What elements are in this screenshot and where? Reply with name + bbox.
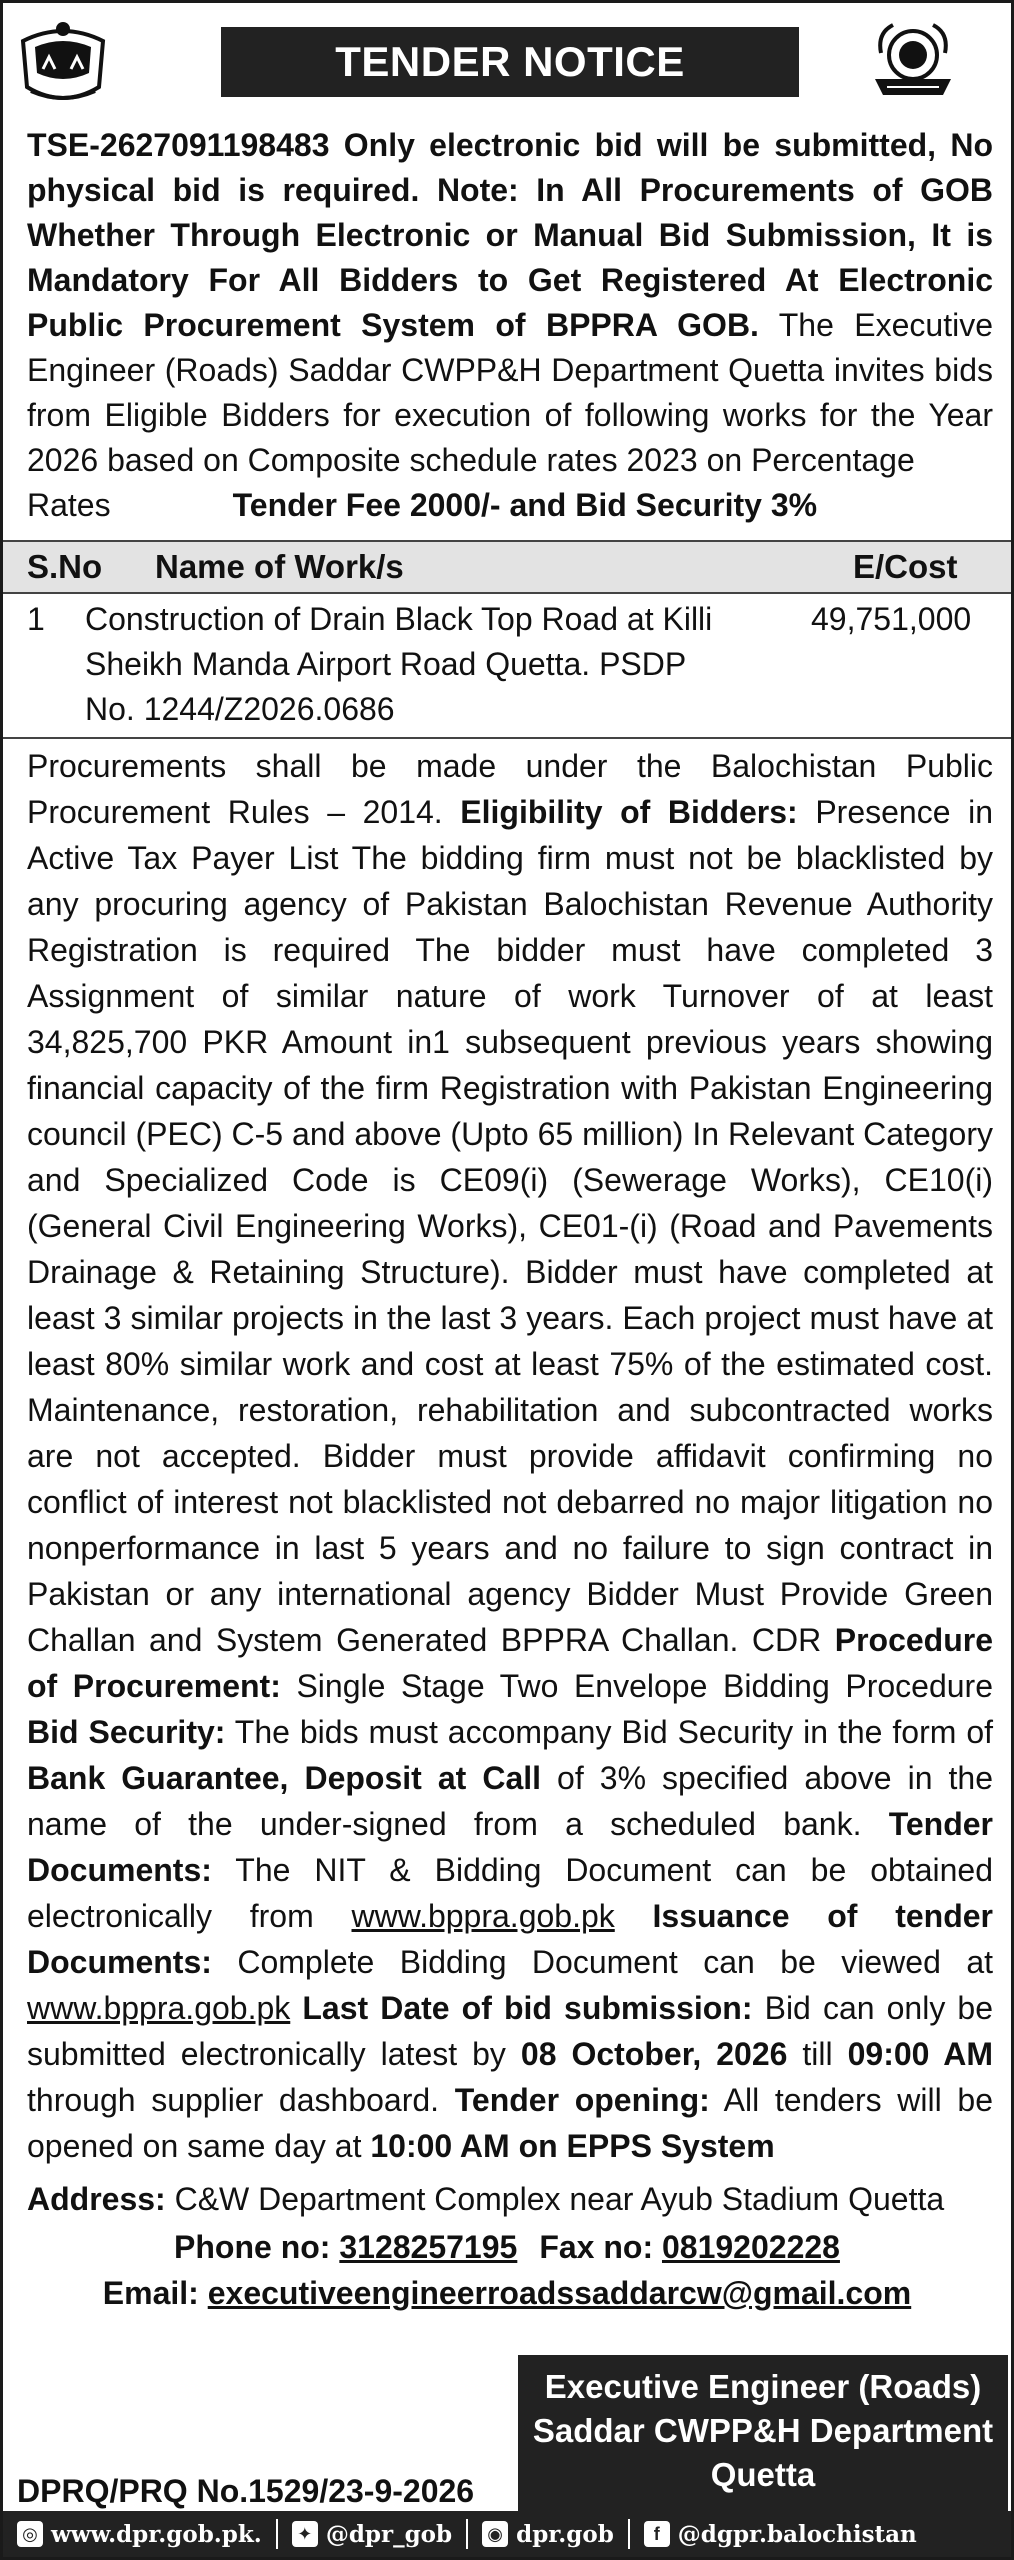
fee-line (27, 483, 993, 528)
email-line (3, 2275, 1011, 2312)
body-text: Presence in Active Tax Payer List The bidding firm must not be blacklisted by any procuring agency of Pakistan Balochistan Revenue Authority Registration is required The bidder must have completed 3 Assignment of similar nature of work Turnover of at least 34,825,700 PKR Amount in1 subsequent previous years showing financial capacity of the firm Registration with Pakistan Engineering council (PEC) C-5 and above (Upto 65 million) In Relevant Category and Specialized Code is CE09(i) (Sewerage Works), CE10(i) (General Civil Engineering Works), CE01-(i) (Road and Pavements Drainage & Retaining Structure). Bidder must have completed at least 3 similar projects in the last 3 years. Each project must have at least 80% similar work and cost at least 75% of the estimated cost. Maintenance, restoration, rehabilitation and subcontracted works are not accepted. Bidder must provide affidavit confirming no conflict of interest not blacklisted not debarred no major litigation no nonperformance in last 5 years and no failure to sign contract in Pakistan or any international agency Bidder Must Provide Green Challan and System Generated BPPRA Challan. CDR (27, 794, 994, 1658)
header (3, 3, 1011, 103)
globe-icon: ◎ (17, 2521, 43, 2547)
department-emblem-icon (863, 13, 963, 113)
body-text: till (787, 2036, 848, 2072)
address-line (27, 2181, 993, 2218)
last-date-heading: Last Date of bid submission: (290, 1990, 753, 2026)
instagram-handle: dpr.gob (516, 2520, 614, 2548)
body-text: The bids must accompany Bid Security in the form of (225, 1714, 994, 1750)
terms-paragraph (27, 743, 993, 2169)
phone-label: Phone no: (174, 2229, 340, 2265)
row-work: Construction of Drain Black Top Road at Killi Sheikh Manda Airport Road Quetta. PSDP No. 1244/Z2026.0686 (85, 601, 713, 727)
intro-paragraph (27, 123, 993, 528)
body-text: Procurements shall be made under the Balochistan Public Procurement Rules – 2014. (27, 748, 993, 830)
signature-line: Executive Engineer (Roads) (544, 2368, 982, 2405)
intro-bold-lead: TSE-2627091198483 Only electronic bid will be submitted, No physical bid is required. Note: In All Procurements of GOB Whether Through Electronic or Manual Bid Submission, It is Mandatory For All Bidders to Get Registered At Electronic Public Procurement System of BPPRA GOB. (27, 127, 993, 343)
bid-security-heading: Bid Security: (27, 1714, 226, 1750)
instagram-icon: ◉ (482, 2521, 508, 2547)
twitter-handle: @dpr_gob (325, 2520, 453, 2548)
issuance-heading: Issuance of tender Documents: (27, 1898, 994, 1980)
body-text: of 3% specified above in the name of the under-signed from a scheduled bank. (27, 1760, 994, 1842)
footer-instagram[interactable] (468, 2519, 630, 2549)
phone-fax-line (3, 2229, 1011, 2266)
body-text: through supplier dashboard. (27, 2082, 455, 2118)
bank-guarantee-text: Bank Guarantee, Deposit at Call (27, 1760, 542, 1796)
footer-facebook[interactable] (630, 2519, 931, 2549)
facebook-icon: f (644, 2521, 670, 2547)
header-sno: S.No (27, 548, 103, 585)
works-table-header (3, 540, 1011, 594)
header-work: Name of Work/s (155, 548, 404, 585)
email-label: Email: (102, 2275, 208, 2311)
tender-fee: Tender Fee 2000/- and Bid Security 3% (232, 487, 818, 523)
fax-label: Fax no: (539, 2229, 662, 2265)
tender-documents-heading: Tender Documents: (27, 1806, 993, 1888)
footer-bar (3, 2511, 1011, 2557)
signature-line: Quetta (710, 2456, 816, 2493)
body-text: Bid can only be submitted electronically latest by (27, 1990, 994, 2072)
balochistan-government-logo-icon (13, 13, 113, 113)
body-text: Complete Bidding Document can be viewed at (211, 1944, 993, 1980)
page-title: TENDER NOTICE (221, 27, 799, 97)
dprq-number: DPRQ/PRQ No.1529/23-9-2026 (17, 2473, 475, 2509)
website-text: www.dpr.gob.pk. (51, 2520, 262, 2548)
phone-number[interactable]: 3128257195 (339, 2229, 518, 2265)
body-text: The NIT & Bidding Document can be obtained electronically from (27, 1852, 993, 1934)
deadline-time: 09:00 AM (847, 2036, 994, 2072)
footer-website[interactable] (3, 2519, 278, 2549)
signature-block (518, 2355, 1008, 2513)
procedure-heading: Procedure of Procurement: (27, 1622, 993, 1704)
opening-time: 10:00 AM on EPPS System (370, 2128, 775, 2164)
facebook-handle: @dgpr.balochistan (677, 2520, 917, 2548)
table-divider (3, 737, 1011, 739)
rates-word: Rates (27, 487, 111, 523)
fax-number[interactable]: 0819202228 (661, 2229, 840, 2265)
body-text: Single Stage Two Envelope Bidding Procedure (280, 1668, 994, 1704)
footer-twitter[interactable] (278, 2519, 468, 2549)
twitter-icon: ✦ (292, 2521, 318, 2547)
bppra-link[interactable]: www.bppra.gob.pk (351, 1898, 615, 1934)
signature-line: Saddar CWPP&H Department (532, 2412, 994, 2449)
email-link[interactable]: executiveengineerroadssaddarcw@gmail.com (207, 2275, 912, 2311)
eligibility-heading: Eligibility of Bidders: (460, 794, 798, 830)
row-sno: 1 (27, 601, 45, 637)
bppra-link[interactable]: www.bppra.gob.pk (27, 1990, 291, 2026)
header-cost: E/Cost (853, 548, 958, 585)
intro-text: The Executive Engineer (Roads) Saddar CWPP&H Department Quetta invites bids from Eligible Bidders for execution of following works for the Year 2026 based on Composite schedule rates 2023 on Percentage (27, 307, 994, 478)
table-row (3, 595, 1011, 735)
tender-opening-heading: Tender opening: (454, 2082, 710, 2118)
address-text: C&W Department Complex near Ayub Stadium Quetta (165, 2181, 945, 2217)
row-cost: 49,751,000 (811, 601, 972, 637)
body-text: All tenders will be opened on same day at (27, 2082, 994, 2164)
deadline-date: 08 October, 2026 (520, 2036, 788, 2072)
address-label: Address: (27, 2181, 166, 2217)
